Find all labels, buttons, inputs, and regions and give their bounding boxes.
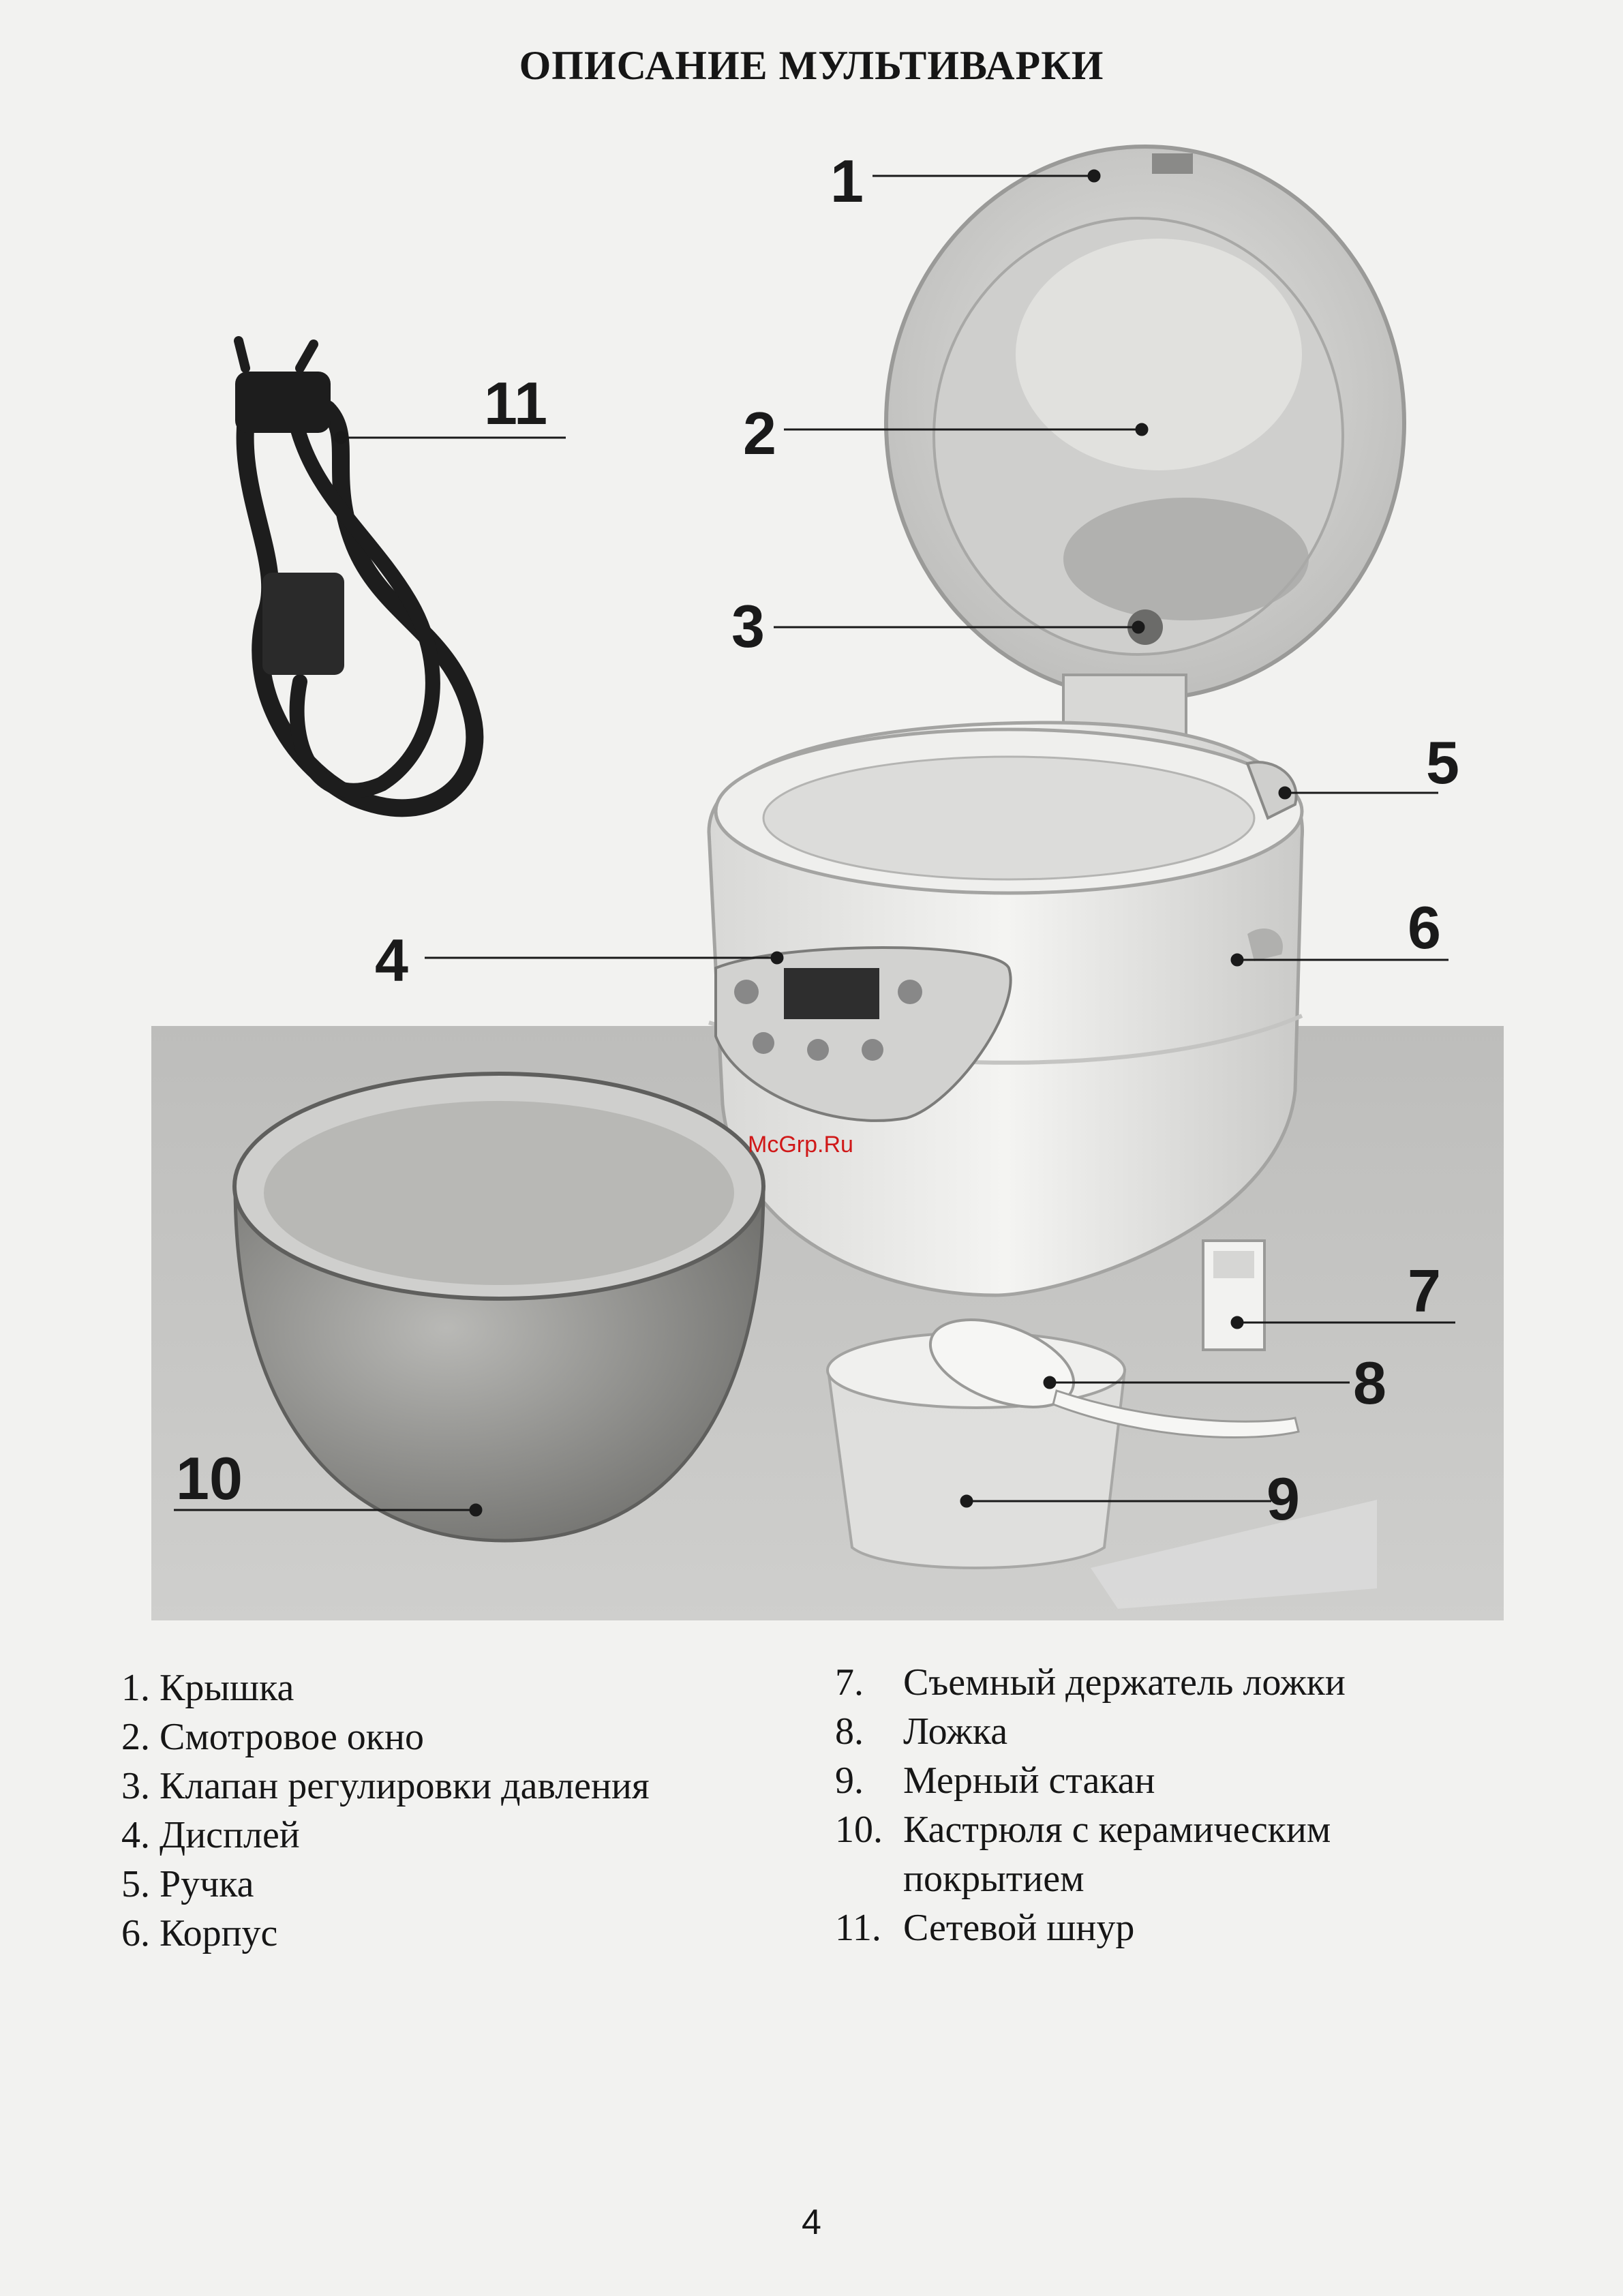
legend-left [121,1663,803,1958]
page-number: 4 [802,2203,821,2242]
callout-10: 10 [176,1445,243,1512]
spoon-holder [1203,1241,1264,1350]
legend-item: 1. Крышка [121,1667,294,1709]
callout-8: 8 [1353,1349,1386,1417]
lid [886,147,1404,736]
legend-item: 10. Кастрюля с керамическим [835,1809,1331,1851]
callout-5: 5 [1426,729,1459,796]
callout-4: 4 [375,926,408,994]
callout-11: 11 [484,369,548,437]
cooker-body [709,723,1303,1295]
callout-6: 6 [1408,894,1441,961]
legend-item: 8. Ложка [835,1710,1008,1753]
power-cord [235,341,474,808]
callout-9: 9 [1266,1465,1300,1532]
legend-item: 2. Смотровое окно [121,1716,424,1758]
legend-item: 7. Съемный держатель ложки [835,1661,1346,1704]
legend-item: 3. Клапан регулировки давления [121,1765,650,1807]
callout-1: 1 [830,147,864,215]
watermark: McGrp.Ru [748,1132,853,1158]
callout-3: 3 [731,592,765,660]
legend-item: 5. Ручка [121,1863,254,1905]
legend-item: 9. Мерный стакан [835,1759,1155,1802]
callout-7: 7 [1408,1257,1441,1325]
legend-right [835,1658,1517,1952]
legend-item: 4. Дисплей [121,1814,300,1856]
page-title: ОПИСАНИЕ МУЛЬТИВАРКИ [519,43,1104,88]
legend-item: 6. Корпус [121,1912,278,1954]
legend-item: покрытием [903,1858,1084,1900]
callout-2: 2 [743,399,776,467]
legend-item: 11. Сетевой шнур [835,1907,1135,1949]
